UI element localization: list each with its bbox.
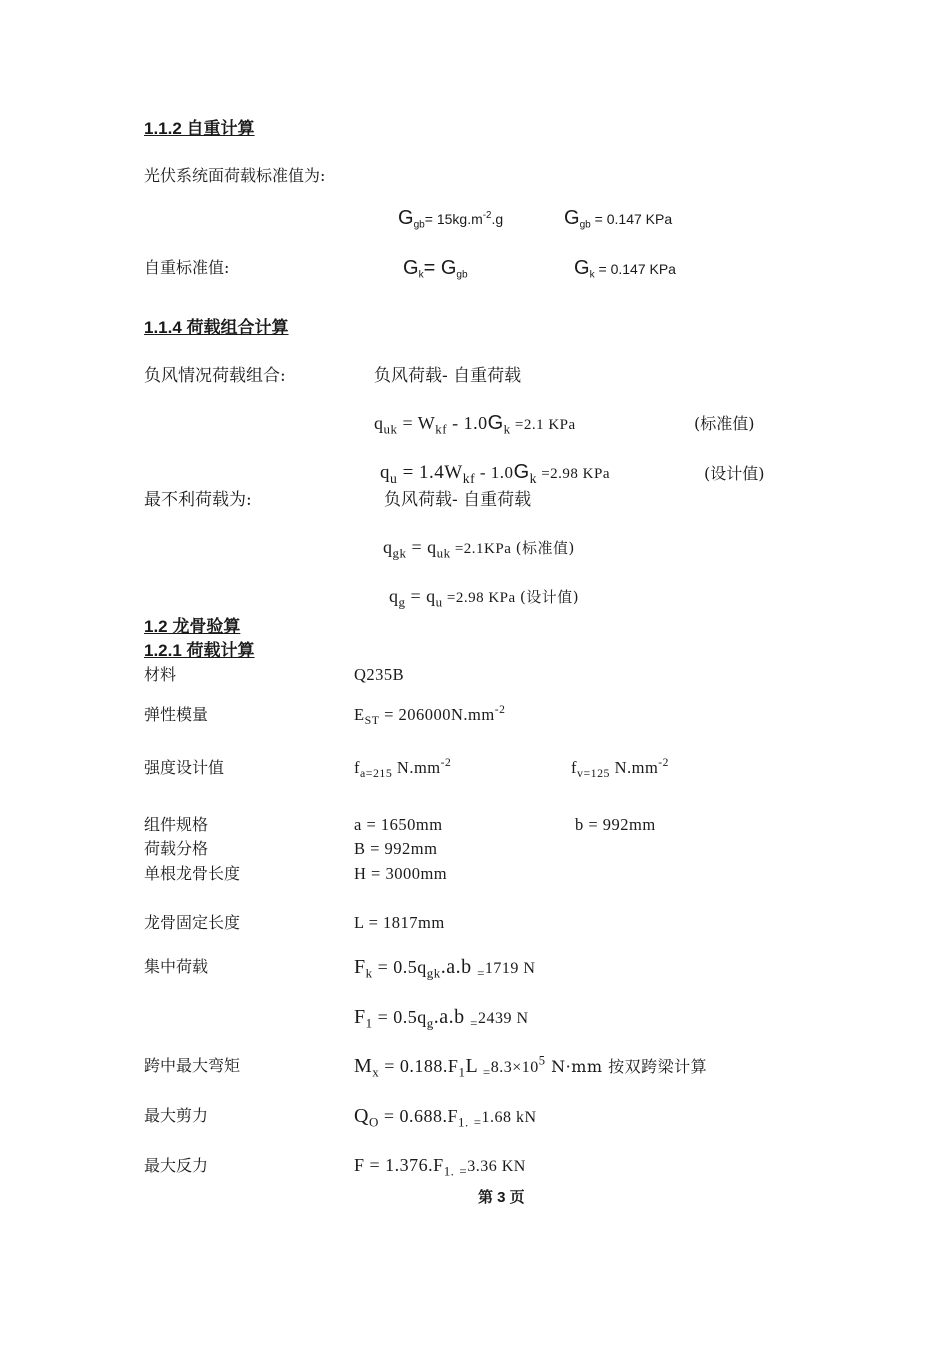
qo-formula: $Q_O = 0.688.F_{1.}$ $_=$1.68 kN (354, 1105, 537, 1130)
quk-formula: $q_{uk} = W_{kf} - 1.0G_k =2.1$ KPa (374, 412, 576, 437)
gk-formula: $G_k= G_{gb}$ (403, 257, 468, 281)
neg-wind-label: 负风情况荷载组合: (144, 366, 286, 386)
elastic-modulus-label: 弹性模量 (144, 705, 209, 724)
section-heading-load-calc: 1.2.1 荷载计算 (144, 641, 255, 660)
module-a-value: a = 1650mm (354, 815, 443, 834)
keel-length-label: 单根龙骨长度 (144, 864, 241, 883)
fa-value: $f_{a=215}$ $N.mm^{-2}$ (354, 757, 452, 781)
material-label: 材料 (144, 665, 177, 684)
fixed-length-label: 龙骨固定长度 (144, 913, 241, 932)
fk-formula: $F_k = 0.5q_{gk}.a.b$ $_=$1719 N (354, 956, 536, 981)
keel-length-value: H = 3000mm (354, 864, 448, 883)
quk-note: (标准值) (694, 414, 755, 433)
strength-design-label: 强度设计值 (144, 758, 225, 777)
elastic-modulus-value: $E_{ST} = 206000N.mm^{-2}$ (354, 704, 506, 728)
fv-value: $f_{v=125}$ $N.mm^{-2}$ (571, 757, 669, 781)
qu-note: (设计值) (704, 464, 765, 483)
worst-load-combo: 负风荷载- 自重荷载 (384, 490, 532, 510)
module-spec-label: 组件规格 (144, 815, 209, 834)
pv-load-intro: 光伏系统面荷载标准值为: (144, 166, 326, 185)
fixed-length-value: L = 1817mm (354, 913, 445, 932)
ggb-value: $G_{gb} = 0.147$ KPa (564, 207, 673, 231)
worst-load-label: 最不利荷载为: (144, 490, 252, 510)
max-moment-label: 跨中最大弯矩 (144, 1056, 241, 1075)
qgk-formula: $q_{gk} = q_{uk} =2.1KPa$ (标准值) (383, 537, 575, 561)
section-heading-keel-check: 1.2 龙骨验算 (144, 617, 241, 636)
mx-formula: $M_x = 0.188.F_1L$ $_=8.3\times 10^5$ N·mm 按双跨梁计算 (354, 1053, 708, 1080)
qg-formula: $q_g = q_u =2.98$ KPa (设计值) (389, 586, 580, 610)
f1-formula: $F_1 = 0.5q_g.a.b$ $_=$2439 N (354, 1006, 529, 1031)
load-grid-label: 荷载分格 (144, 839, 209, 858)
page-number: 第 3 页 (478, 1189, 525, 1206)
reaction-formula: $F = 1.376.F_{1.}$ $_=$3.36 KN (354, 1155, 526, 1179)
section-heading-self-weight: 1.1.2 自重计算 (144, 119, 255, 138)
gk-value: $G_k = 0.147$ KPa (574, 257, 676, 281)
neg-wind-combo: 负风荷载- 自重荷载 (374, 366, 522, 386)
section-heading-load-combination: 1.1.4 荷载组合计算 (144, 318, 289, 337)
material-value: Q235B (354, 665, 405, 684)
module-b-value: b = 992mm (575, 815, 656, 834)
max-shear-label: 最大剪力 (144, 1106, 209, 1125)
ggb-formula: $G_{gb}= 15kg.m^{-2}.g$ (398, 207, 504, 231)
qu-formula: $q_u = 1.4W_{kf} - 1.0G_k =2.98$ KPa (380, 461, 611, 486)
concentrated-load-label: 集中荷载 (144, 957, 209, 976)
load-grid-value: B = 992mm (354, 839, 438, 858)
self-weight-label: 自重标准值: (144, 258, 230, 277)
max-reaction-label: 最大反力 (144, 1156, 209, 1175)
